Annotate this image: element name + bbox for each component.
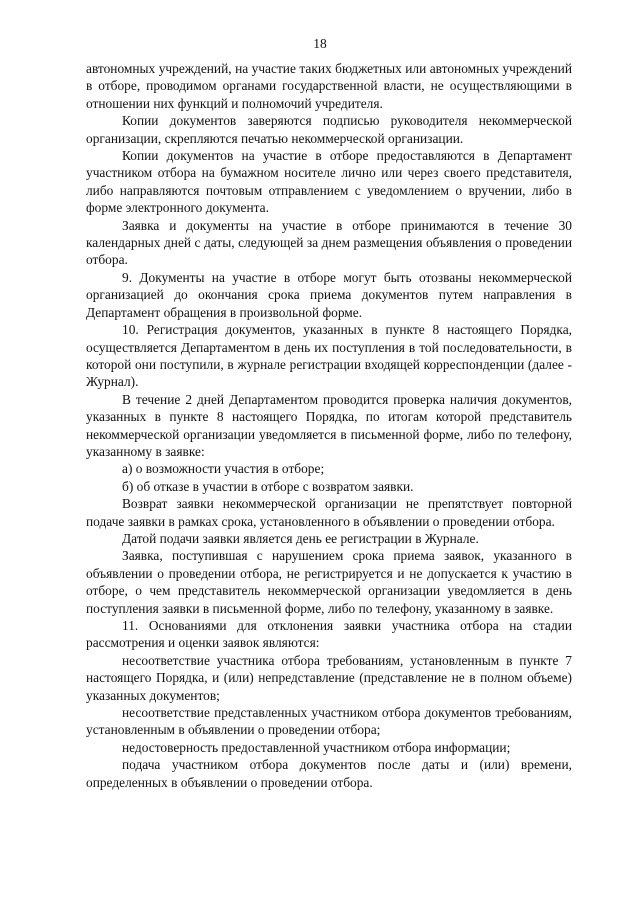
paragraph-continuation: автономных учреждений, на участие таких бюджетных или автономных учреждений в отборе, проводимом органами государственной власти, не осуществляющими в отношении них функций и полномочий учредителя. xyxy=(86,61,572,111)
paragraph-submission-date: Датой подачи заявки является день ее регистрации в Журнале. xyxy=(122,530,479,546)
paragraph-return: Возврат заявки некоммерческой организации не препятствует повторной подаче заявки в рамках срока, установленного в объявлении о проведении отбора. xyxy=(86,496,572,529)
list-item-b: б) об отказе в участии в отборе с возвратом заявки. xyxy=(122,478,414,494)
list-item-unreliable-info: недостоверность предоставленной участником отбора информации; xyxy=(122,739,511,755)
paragraph-acceptance-period: Заявка и документы на участие в отборе принимаются в течение 30 календарных дней с даты, следующей за днем размещения объявления о проведении отбора. xyxy=(86,217,572,268)
paragraph-copies-submission: Копии документов на участие в отборе предоставляются в Департамент участником отбора на бумажном носителе лично или через своего представителя, либо направляются почтовым отправлением с уведомлением о вручении, либо в форме электронного документа. xyxy=(86,148,572,216)
paragraph-late-submission: Заявка, поступившая с нарушением срока приема заявок, указанного в объявлении о проведении отбора, не регистрируется и не допускается к участию в отборе, о чем представитель некоммерческой организации уведомляется в день поступления заявки в письменной форме, либо по телефону, указанному в заявке. xyxy=(86,548,572,616)
paragraph-item-9: 9. Документы на участие в отборе могут быть отозваны некоммерческой организацией до окончания срока приема документов путем направления в Департамент обращения в произвольной форме. xyxy=(86,269,572,320)
paragraph-copies-certification: Копии документов заверяются подписью руководителя некоммерческой организации, скрепляются печатью некоммерческой организации. xyxy=(86,113,572,146)
list-item-requirements: несоответствие участника отбора требованиям, установленным в пункте 7 настоящего Порядка, и (или) непредставление (представление не в полном объеме) указанных документов; xyxy=(86,652,572,703)
list-item-late-documents: подача участником отбора документов после даты и (или) времени, определенных в объявлении о проведении отбора. xyxy=(86,757,572,790)
list-item-a: а) о возможности участия в отборе; xyxy=(122,461,325,477)
paragraph-item-10: 10. Регистрация документов, указанных в пункте 8 настоящего Порядка, осуществляется Департаментом в день их поступления в той последовательности, в которой они поступили, в журнале регистрации входящей корреспонденции (далее - Журнал). xyxy=(86,322,572,390)
document-body xyxy=(86,60,572,791)
list-item-documents: несоответствие представленных участником отбора документов требованиям, установленным в объявлении о проведении отбора; xyxy=(86,705,572,738)
page-number: 18 xyxy=(313,36,327,51)
paragraph-item-11: 11. Основаниями для отклонения заявки участника отбора на стадии рассмотрения и оценки заявок являются: xyxy=(86,618,572,651)
paragraph-verification: В течение 2 дней Департаментом проводится проверка наличия документов, указанных в пункте 8 настоящего Порядка, по итогам которой представитель некоммерческой организации уведомляется в письменной форме, либо по телефону, указанному в заявке: xyxy=(86,391,572,459)
